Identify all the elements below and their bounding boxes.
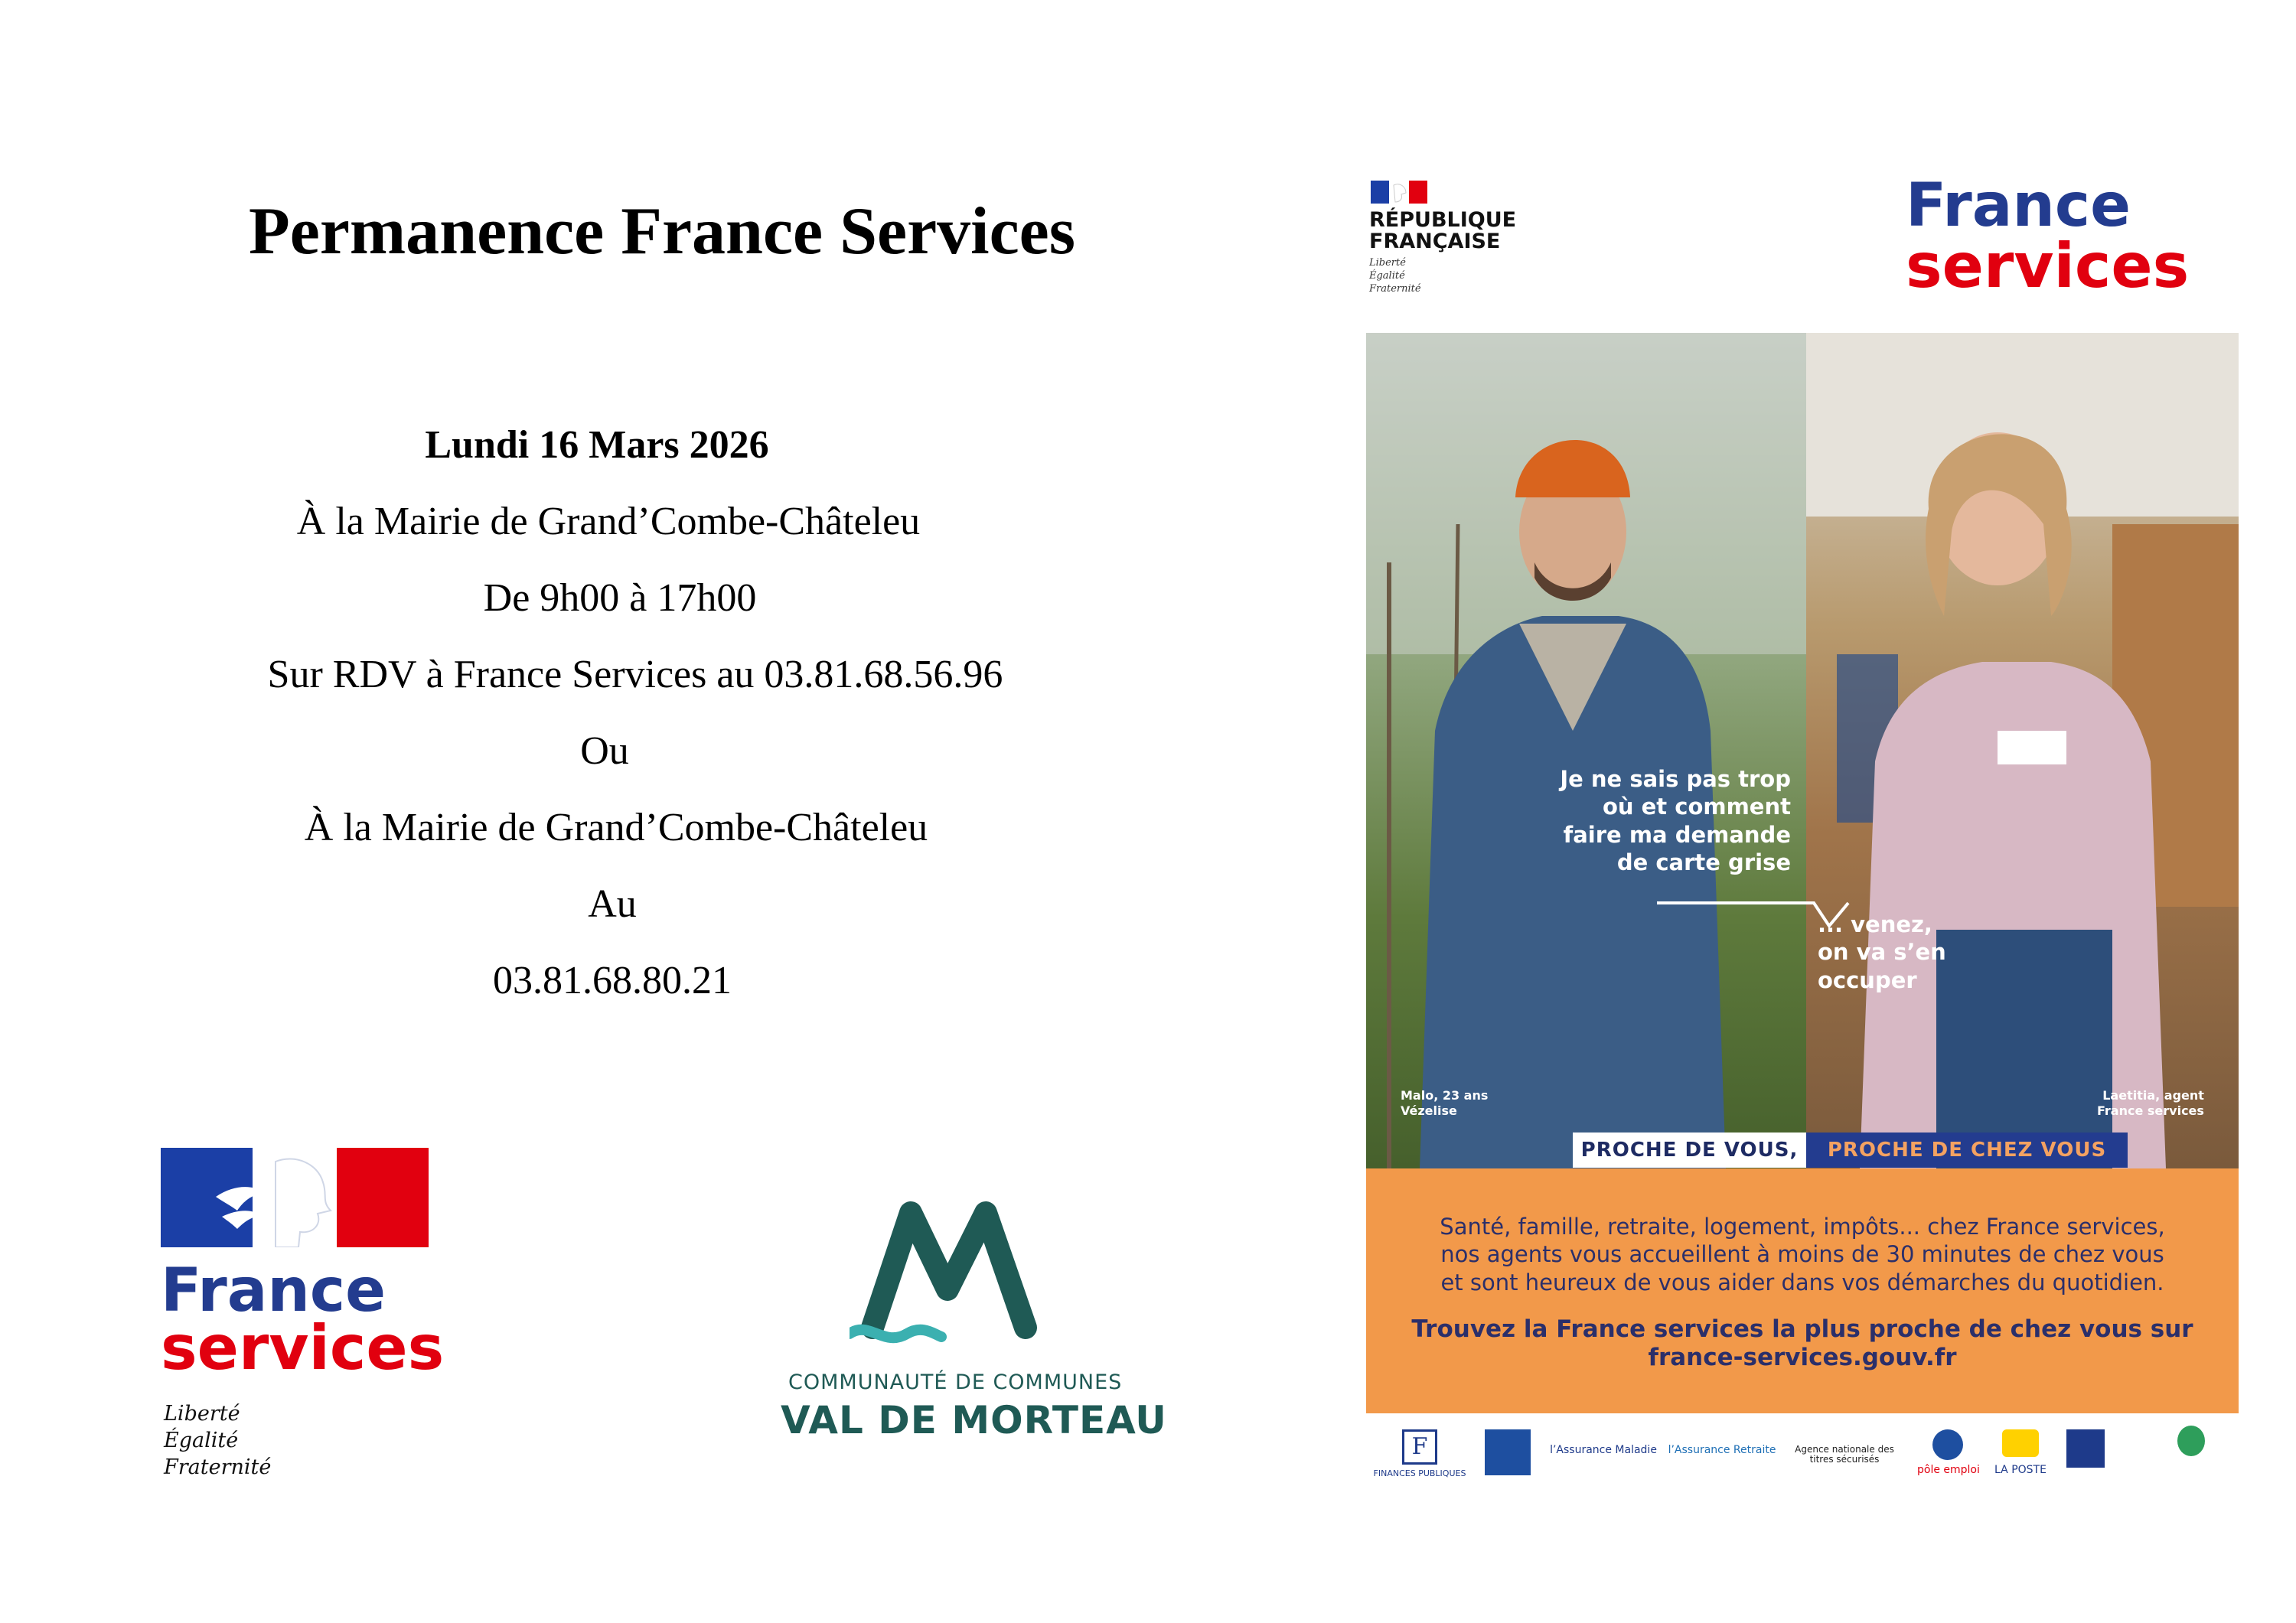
finances-publiques-icon: F	[1402, 1429, 1437, 1465]
person-left-name: Malo, 23 ans	[1401, 1088, 1489, 1103]
logo-devise	[164, 1400, 271, 1481]
partner-pole-emploi	[1917, 1429, 1978, 1476]
at-line: Au	[588, 882, 637, 926]
mountains-m-icon	[850, 1198, 1056, 1347]
info-block	[1366, 1168, 2239, 1413]
partner-finances-publiques	[1366, 1429, 1473, 1478]
partner-assurance-maladie: l’Assurance Maladie	[1550, 1444, 1657, 1456]
poster-devise-2: Égalité	[1369, 269, 1405, 282]
poster-devise	[1369, 257, 1421, 296]
date-line: Lundi 16 Mars 2026	[425, 423, 769, 467]
location-line: À la Mairie de Grand’Combe-Châteleu	[296, 500, 921, 543]
photo-young-man	[1366, 333, 1806, 1168]
rf-line-2: FRANÇAISE	[1369, 230, 1501, 254]
france-services-poster	[1366, 145, 2239, 1500]
info-cta	[1366, 1315, 2239, 1372]
website-link[interactable]: france-services.gouv.fr	[1648, 1344, 1957, 1372]
info-partner-icon	[2177, 1426, 2205, 1456]
poster-brand-services: services	[1906, 230, 2190, 301]
partner-la-poste	[1990, 1429, 2051, 1476]
la-poste-icon	[2002, 1429, 2039, 1457]
republique-flag-icon	[1371, 181, 1427, 204]
person-man-illustration	[1366, 333, 1806, 1168]
partners-row	[1366, 1422, 2239, 1498]
quote-q-2: où et comment	[1602, 794, 1791, 820]
france-services-logo	[161, 1148, 445, 1484]
quote-q-4: de carte grise	[1616, 849, 1791, 875]
quote-a-2: on va s’en	[1818, 939, 1946, 966]
securite-sociale-icon	[1485, 1429, 1531, 1475]
mairie-phone: 03.81.68.80.21	[493, 959, 732, 1002]
person-left-town: Vézelise	[1401, 1103, 1457, 1118]
marianne-flag-icon	[161, 1148, 429, 1247]
quote-q-1: Je ne sais pas trop	[1560, 766, 1791, 792]
msa-icon	[2066, 1429, 2105, 1468]
banner-proche-de-vous: PROCHE DE VOUS,	[1573, 1133, 1806, 1168]
info-body-1: Santé, famille, retraite, logement, impôts... chez France services,	[1440, 1214, 2165, 1240]
partner-assurance-retraite: l’Assurance Retraite	[1668, 1444, 1776, 1456]
person-right-role: France services	[2097, 1103, 2204, 1118]
republique-francaise	[1369, 210, 1516, 253]
quote-a-3: occuper	[1818, 966, 1917, 993]
pole-emploi-icon	[1932, 1429, 1963, 1460]
logo-word-france: France	[161, 1256, 386, 1325]
ccvm-name: VAL DE MORTEAU	[781, 1398, 1167, 1442]
partner-label-poste: LA POSTE	[1994, 1464, 2047, 1476]
info-body-3: et sont heureux de vous aider dans vos démarches du quotidien.	[1440, 1269, 2164, 1295]
person-left-caption	[1401, 1088, 1488, 1119]
page-title: Permanence France Services	[249, 194, 1075, 269]
person-right-name: Laetitia, agent	[2102, 1088, 2204, 1103]
poster-devise-3: Fraternité	[1369, 282, 1421, 295]
banner-proche-de-chez-vous: PROCHE DE CHEZ VOUS	[1806, 1133, 2128, 1168]
quote-question	[1546, 765, 1791, 876]
poster-devise-1: Liberté	[1369, 257, 1406, 269]
hours-line: De 9h00 à 17h00	[483, 576, 757, 620]
appointment-line: Sur RDV à France Services au 03.81.68.56.96	[267, 653, 1003, 696]
person-right-caption	[2097, 1088, 2204, 1119]
devise-fraternite: Fraternité	[164, 1455, 272, 1480]
quote-a-1: ... venez,	[1818, 911, 1932, 937]
logo-word-services: services	[161, 1312, 445, 1383]
devise-liberte: Liberté	[164, 1402, 240, 1426]
quote-q-3: faire ma demande	[1563, 821, 1791, 848]
partner-ants: Agence nationale des titres sécurisés	[1795, 1444, 1894, 1465]
ccvm-subtitle: COMMUNAUTÉ DE COMMUNES	[788, 1370, 1123, 1394]
photo-agent-woman	[1806, 333, 2239, 1168]
val-de-morteau-logo	[781, 1198, 1167, 1442]
or-line: Ou	[580, 729, 629, 773]
info-body-2: nos agents vous accueillent à moins de 30 minutes de chez vous	[1440, 1241, 2164, 1268]
poster-brand-france: France	[1906, 171, 2131, 240]
devise-egalite: Égalité	[164, 1429, 239, 1453]
person-woman-illustration	[1806, 333, 2239, 1168]
quote-answer	[1818, 911, 2017, 994]
rf-line-1: RÉPUBLIQUE	[1369, 208, 1517, 232]
location-line-2: À la Mairie de Grand’Combe-Châteleu	[304, 806, 928, 849]
info-cta-text: Trouvez la France services la plus proche de chez vous sur	[1411, 1315, 2193, 1343]
partner-label-pole: pôle emploi	[1917, 1464, 1980, 1476]
partner-label-1: FINANCES PUBLIQUES	[1373, 1468, 1466, 1478]
info-body	[1366, 1213, 2239, 1296]
